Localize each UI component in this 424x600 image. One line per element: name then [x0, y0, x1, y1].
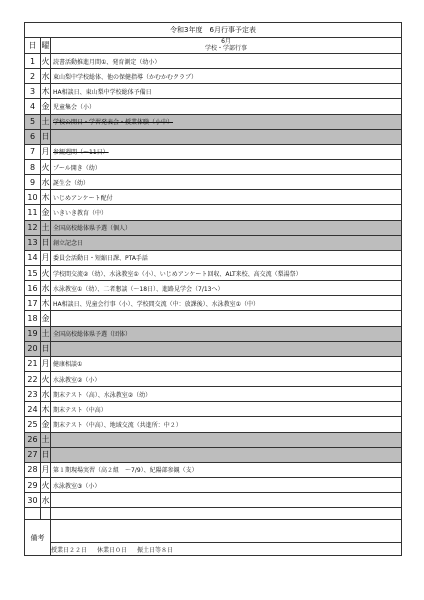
event-column-header [51, 38, 402, 54]
day-row [25, 69, 402, 84]
day-number: 11 [25, 205, 41, 220]
weekday: 日 [41, 447, 51, 462]
day-number: 20 [25, 341, 41, 356]
weekday: 日 [41, 235, 51, 250]
day-number: 2 [25, 69, 41, 84]
weekday: 金 [41, 417, 51, 432]
weekday: 月 [41, 356, 51, 371]
day-row [25, 235, 402, 250]
day-number: 7 [25, 144, 41, 159]
header-row [25, 38, 402, 54]
weekday: 金 [41, 205, 51, 220]
day-number: 15 [25, 265, 41, 280]
event-text: 健康相談① [51, 356, 402, 371]
blank-cell [41, 508, 51, 520]
event-text: いきいき教育（中） [51, 205, 402, 220]
day-number: 30 [25, 493, 41, 508]
weekday: 月 [41, 462, 51, 477]
page-title: 令和3年度 6月行事予定表 [25, 23, 402, 38]
event-text [51, 493, 402, 508]
holidays: 休業日０日 [97, 546, 128, 554]
event-text: 誕生会（幼） [51, 175, 402, 190]
day-row [25, 493, 402, 508]
weekday: 木 [41, 296, 51, 311]
weekday: 火 [41, 371, 51, 386]
weekday: 土 [41, 432, 51, 447]
day-number: 25 [25, 417, 41, 432]
totals-cell [51, 543, 402, 556]
event-text [51, 447, 402, 462]
day-row [25, 296, 402, 311]
day-number: 6 [25, 129, 41, 144]
event-text [51, 341, 402, 356]
event-text: 学校間交流②（幼）、水泳教室①（小）、いじめアンケート回収、ALT来校、高交流（梨湯祭） [51, 265, 402, 280]
day-number: 29 [25, 477, 41, 492]
day-number: 22 [25, 371, 41, 386]
day-row [25, 250, 402, 265]
blank-row [25, 508, 402, 520]
event-text: HA相談日、児童会行事（小）、学校間交流（中：放課後）、水泳教室①（中） [51, 296, 402, 311]
schedule-table [24, 22, 402, 556]
weekday: 火 [41, 54, 51, 69]
day-row [25, 356, 402, 371]
day-row [25, 265, 402, 280]
day-number: 4 [25, 99, 41, 114]
day-row [25, 402, 402, 417]
day-row [25, 281, 402, 296]
day-row [25, 447, 402, 462]
event-text: 全国高校総体県予選（団体） [51, 326, 402, 341]
day-number: 28 [25, 462, 41, 477]
day-row [25, 220, 402, 235]
event-text: 期末テスト（中高）、地域交流（共進所：中２） [51, 417, 402, 432]
day-number: 18 [25, 311, 41, 326]
day-number: 23 [25, 387, 41, 402]
weekday: 土 [41, 114, 51, 129]
event-text: いじめアンケート配付 [51, 190, 402, 205]
weekday: 水 [41, 69, 51, 84]
event-text: 期末テスト（中高） [51, 402, 402, 417]
day-number: 17 [25, 296, 41, 311]
remarks-label: 備考 [25, 520, 51, 556]
weekday: 月 [41, 250, 51, 265]
weekday: 金 [41, 99, 51, 114]
day-number: 12 [25, 220, 41, 235]
event-text: 水泳教室③（小） [51, 477, 402, 492]
day-number: 21 [25, 356, 41, 371]
weekday: 土 [41, 220, 51, 235]
event-text [51, 432, 402, 447]
remarks-cell [51, 520, 402, 543]
weekday: 水 [41, 493, 51, 508]
day-row [25, 311, 402, 326]
weekday: 金 [41, 311, 51, 326]
weekday: 日 [41, 129, 51, 144]
weekday: 水 [41, 387, 51, 402]
day-number: 3 [25, 84, 41, 99]
day-row [25, 326, 402, 341]
event-text: 参観週間（〜11日） [51, 144, 402, 159]
event-text: 期末テスト（高）、水泳教室②（幼） [51, 387, 402, 402]
day-number: 1 [25, 54, 41, 69]
day-number: 19 [25, 326, 41, 341]
day-row [25, 432, 402, 447]
event-text: 学校公開日・学習発表会・授業体験（小中） [51, 114, 402, 129]
remarks-row [25, 520, 402, 543]
weekday: 土 [41, 326, 51, 341]
event-text [51, 129, 402, 144]
weekday: 木 [41, 402, 51, 417]
blank-cell [51, 508, 402, 520]
day-number: 24 [25, 402, 41, 417]
weekday: 火 [41, 477, 51, 492]
day-row [25, 175, 402, 190]
weekday: 木 [41, 84, 51, 99]
day-number: 9 [25, 175, 41, 190]
day-row [25, 84, 402, 99]
day-row [25, 114, 402, 129]
event-text: 創立記念日 [51, 235, 402, 250]
weekday-column-header: 曜 [41, 38, 51, 54]
day-number: 27 [25, 447, 41, 462]
event-text [51, 311, 402, 326]
day-number: 26 [25, 432, 41, 447]
event-text: 委員会活動日・短縮日課、PTA手話 [51, 250, 402, 265]
day-row [25, 99, 402, 114]
event-text: 全国高校総体県予選（個人） [51, 220, 402, 235]
weekday: 火 [41, 159, 51, 174]
event-text: 水泳教室②（小） [51, 371, 402, 386]
blank-cell [25, 508, 41, 520]
day-number: 10 [25, 190, 41, 205]
day-row [25, 144, 402, 159]
weekday: 日 [41, 341, 51, 356]
day-row [25, 371, 402, 386]
saturday-classes: 振土日等８日 [137, 546, 174, 554]
event-text: 読書活動推進月間①、発育測定（幼小） [51, 54, 402, 69]
day-row [25, 205, 402, 220]
day-column-header: 日 [25, 38, 41, 54]
weekday: 月 [41, 144, 51, 159]
day-row [25, 159, 402, 174]
day-number: 14 [25, 250, 41, 265]
section-label: 学校・学部行事 [204, 44, 247, 52]
event-text: HA相談日、東山梨中学校総体予備日 [51, 84, 402, 99]
event-text: 第１期現場実習（高２組 〜7/9）、紀陽部参観（支） [51, 462, 402, 477]
day-row [25, 54, 402, 69]
day-row [25, 477, 402, 492]
title-row [25, 23, 402, 38]
day-row [25, 129, 402, 144]
day-row [25, 387, 402, 402]
day-number: 5 [25, 114, 41, 129]
weekday: 水 [41, 175, 51, 190]
class-days: 授業日２２日 [51, 546, 88, 554]
day-row [25, 417, 402, 432]
day-number: 13 [25, 235, 41, 250]
event-text: プール開き（幼） [51, 159, 402, 174]
event-text: 児童集会（小） [51, 99, 402, 114]
day-row [25, 462, 402, 477]
totals-row [25, 543, 402, 556]
day-number: 8 [25, 159, 41, 174]
day-row [25, 190, 402, 205]
day-number: 16 [25, 281, 41, 296]
event-text: 水泳教室①（幼）、二者懇談（〜18日）、進路見学会（7/13へ） [51, 281, 402, 296]
weekday: 木 [41, 190, 51, 205]
month-label: 6月 [221, 38, 231, 45]
event-text: 東山梨中学校総体、他の保健指導（かむかむクラブ） [51, 69, 402, 84]
weekday: 火 [41, 265, 51, 280]
weekday: 水 [41, 281, 51, 296]
day-row [25, 341, 402, 356]
